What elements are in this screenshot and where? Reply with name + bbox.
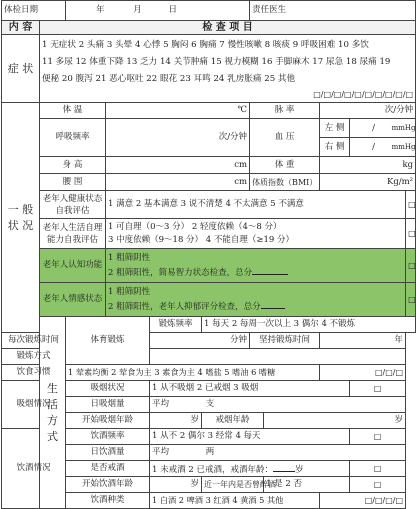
- checkup-date-field[interactable]: [66, 1, 250, 21]
- symptoms-section-label: 症 状: [2, 35, 40, 103]
- care-ability-option-1: 1 可自理（0～3 分） 2 轻度依赖（4～8 分）: [108, 221, 282, 232]
- lifestyle-section-label: 生 活 方 式: [40, 317, 66, 509]
- exercise-time-row: [2, 333, 416, 349]
- smoke-amount-field[interactable]: [150, 397, 406, 413]
- care-ability-row: [2, 219, 416, 249]
- month-label: 月: [133, 5, 142, 15]
- diet-row: [2, 365, 416, 381]
- care-ability-options[interactable]: [106, 219, 406, 249]
- health-self-options[interactable]: 1 满意 2 基本满意 3 说不清楚 4 不太满意 5 不满意: [106, 191, 406, 219]
- height-row: [2, 157, 416, 174]
- bp-right-unit: mmHg: [391, 142, 416, 151]
- drunk-checkbox[interactable]: □: [350, 477, 406, 493]
- exercise-method-row: [2, 349, 416, 365]
- pulse-label: 脉 率: [250, 103, 320, 119]
- bmi-field[interactable]: [320, 174, 416, 191]
- drink-freq-checkbox[interactable]: □: [350, 429, 406, 445]
- weight-field[interactable]: [320, 157, 416, 174]
- smoke-quit-label: 戒烟年龄: [202, 413, 264, 429]
- smoke-start-label: 开始吸烟年龄: [66, 413, 150, 429]
- exercise-time-unit: 分钟: [230, 335, 248, 345]
- emotional-option-1: 1 粗筛阴性: [108, 287, 151, 297]
- pulse-unit: 次/分钟: [384, 105, 414, 115]
- symptoms-checkboxes[interactable]: □/□/□/□/□/□/□/□/□/□: [313, 90, 414, 99]
- care-ability-option-2: 3 中度依赖（9～18 分） 4 不能自理（≥19 分）: [108, 234, 295, 245]
- smoke-status-checkbox[interactable]: □: [350, 381, 406, 397]
- exercise-freq-row: [2, 317, 416, 333]
- drink-type-checkboxes[interactable]: □/□/□/□: [320, 493, 406, 509]
- drink-quit-unit: 岁: [294, 464, 304, 475]
- temperature-field[interactable]: [106, 103, 250, 119]
- pulse-field[interactable]: [320, 103, 416, 119]
- waist-field[interactable]: [106, 174, 250, 191]
- respiration-row: [2, 119, 416, 138]
- bp-left-label: 左 侧: [320, 119, 350, 138]
- cognitive-options[interactable]: [106, 249, 406, 283]
- bp-right-field[interactable]: [350, 138, 416, 157]
- drink-type-options[interactable]: 1 白酒 2 啤酒 3 红酒 4 黄酒 5 其他: [150, 493, 320, 509]
- bp-left-slash: /: [372, 122, 375, 133]
- drunk-options[interactable]: 1 是 2 否: [264, 477, 350, 493]
- cognitive-checkbox[interactable]: □: [406, 249, 416, 283]
- drinking-label: 饮酒情况: [2, 429, 66, 509]
- care-ability-checkbox[interactable]: □: [406, 219, 416, 249]
- drink-amount-field[interactable]: [150, 445, 406, 461]
- drink-start-field[interactable]: [150, 477, 202, 493]
- header-content: 内 容: [2, 21, 40, 35]
- bp-left-field[interactable]: [350, 119, 416, 138]
- emotional-checkbox[interactable]: □: [406, 283, 416, 317]
- exercise-method-label: 锻炼方式: [2, 349, 66, 365]
- exercise-time-label: 每次锻炼时间: [2, 333, 66, 349]
- care-ability-label: 老年人生活自理能力自我评估: [40, 219, 106, 249]
- smoke-quit-field[interactable]: [264, 413, 406, 429]
- respiration-field[interactable]: [106, 119, 250, 157]
- table-header: [2, 21, 416, 35]
- smoke-status-options[interactable]: 1 从不吸烟 2 已戒烟 3 吸烟: [150, 381, 350, 397]
- symptoms-options[interactable]: [40, 35, 416, 103]
- bp-left-unit: mmHg: [391, 123, 416, 132]
- respiration-label: 呼吸频率: [40, 119, 106, 157]
- drink-quit-age-field[interactable]: [273, 462, 295, 472]
- diet-checkboxes[interactable]: □/□/□: [320, 365, 406, 381]
- cognitive-option-1: 1 粗筛阴性: [108, 253, 151, 263]
- emotional-label: 老年人情感状态: [40, 283, 106, 317]
- cognitive-option-2: 2 粗筛阳性，简易智力状态检查，总分: [108, 268, 253, 278]
- header-items: 检 查 项 目: [40, 21, 416, 35]
- drink-quit-options[interactable]: [150, 461, 350, 477]
- health-self-checkbox[interactable]: □: [406, 191, 416, 219]
- height-unit: cm: [234, 159, 248, 170]
- smoking-label: 吸烟情况: [2, 381, 66, 429]
- drink-start-label: 开始饮酒年龄: [66, 477, 150, 493]
- diet-label: 饮食习惯: [2, 365, 66, 381]
- symptoms-line-3: 便秘 20 腹泻 21 恶心呕吐 22 眼花 23 耳鸣 24 乳房胀痛 25 其他: [42, 74, 296, 84]
- drink-quit-text: 1 未戒酒 2 已戒酒，戒酒年龄：: [152, 464, 273, 475]
- smoke-amount-text: 平均: [152, 399, 170, 409]
- drink-freq-label: 饮酒频率: [66, 429, 150, 445]
- general-section-label: 一 般 状 况: [2, 103, 40, 333]
- exercise-time-field[interactable]: [150, 333, 250, 349]
- temperature-label: 体 温: [40, 103, 106, 119]
- drink-type-label: 饮酒种类: [66, 493, 150, 509]
- exercise-years-label: 坚持锻炼时间: [250, 333, 320, 349]
- smoke-status-row: [2, 381, 416, 397]
- doctor-field[interactable]: [250, 1, 416, 21]
- height-field[interactable]: [106, 157, 250, 174]
- checkup-date-label: 体检日期: [2, 1, 66, 21]
- respiration-unit: 次/分钟: [218, 132, 248, 142]
- symptoms-line-2: 11 多尿 12 体重下降 13 乏力 14 关节肿痛 15 视力模糊 16 手脚麻木 17 尿急 18 尿痛 19: [42, 57, 391, 67]
- weight-label: 体 重: [250, 157, 320, 174]
- smoke-quit-unit: 岁: [394, 415, 404, 425]
- emotional-row: [2, 283, 416, 317]
- bmi-label: 体质指数（BMI）: [250, 174, 320, 191]
- cognitive-label: 老年人认知功能: [40, 249, 106, 283]
- cognitive-row: [2, 249, 416, 283]
- symptoms-row: [2, 35, 416, 103]
- smoke-status-label: 吸烟状况: [66, 381, 150, 397]
- blood-pressure-label: 血 压: [250, 119, 320, 157]
- height-label: 身 高: [40, 157, 106, 174]
- drink-quit-checkbox[interactable]: □: [350, 461, 406, 477]
- symptoms-line-1: 1 无症状 2 头痛 3 头晕 4 心悸 5 胸闷 6 胸痛 7 慢性咳嗽 8 咳痰 9 呼吸困难 10 多饮: [42, 40, 369, 50]
- waist-unit: cm: [234, 176, 248, 187]
- smoke-amount-label: 日吸烟量: [66, 397, 150, 413]
- day-label: 日: [168, 5, 177, 15]
- year-label: 年: [96, 5, 105, 15]
- waist-label: 腰 围: [40, 174, 106, 191]
- bp-right-label: 右 侧: [320, 138, 350, 157]
- drink-amount-unit: 两: [205, 447, 215, 457]
- checkup-date-row: [2, 1, 416, 21]
- drink-amount-label: 日饮酒量: [66, 445, 150, 461]
- health-self-row: [2, 191, 416, 219]
- bp-right-slash: /: [372, 141, 375, 152]
- emotional-score-field[interactable]: [261, 299, 285, 309]
- drink-start-unit: 岁: [190, 479, 200, 489]
- emotional-option-2: 2 粗筛阳性，老年人抑郁评分检查，总分: [108, 302, 261, 312]
- weight-unit: kg: [402, 159, 414, 170]
- exercise-method-field[interactable]: [150, 349, 406, 365]
- drink-quit-label: 是否戒酒: [66, 461, 150, 477]
- drink-freq-options[interactable]: 1 从不 2 偶尔 3 经常 4 每天: [150, 429, 350, 445]
- exercise-freq-options[interactable]: 1 每天 2 每周一次以上 3 偶尔 4 不锻炼: [202, 317, 416, 333]
- exercise-years-unit: 年: [394, 335, 404, 345]
- temperature-unit: ℃: [237, 105, 248, 115]
- health-self-label: 老年人健康状态自我评估: [40, 191, 106, 219]
- smoke-start-field[interactable]: [150, 413, 202, 429]
- smoke-start-unit: 岁: [190, 415, 200, 425]
- doctor-label: 责任医生: [252, 5, 287, 15]
- exercise-years-field[interactable]: [320, 333, 406, 349]
- bmi-unit: Kg/m²: [386, 176, 414, 187]
- diet-options[interactable]: 1 荤素均衡 2 荤食为主 3 素食为主 4 嗜盐 5 嗜油 6 嗜糖: [66, 365, 320, 381]
- drunk-label: 近一年内是否曾醉酒: [202, 477, 264, 493]
- temperature-row: [2, 103, 416, 119]
- health-checkup-form: [1, 0, 416, 509]
- drink-freq-row: [2, 429, 416, 445]
- cognitive-score-field[interactable]: [252, 265, 288, 275]
- smoke-amount-unit: 支: [205, 399, 215, 409]
- exercise-label: 体育锻炼: [66, 317, 150, 365]
- exercise-freq-label: 锻炼频率: [150, 317, 202, 333]
- waist-row: [2, 174, 416, 191]
- drink-amount-text: 平均: [152, 447, 170, 457]
- emotional-options[interactable]: [106, 283, 406, 317]
